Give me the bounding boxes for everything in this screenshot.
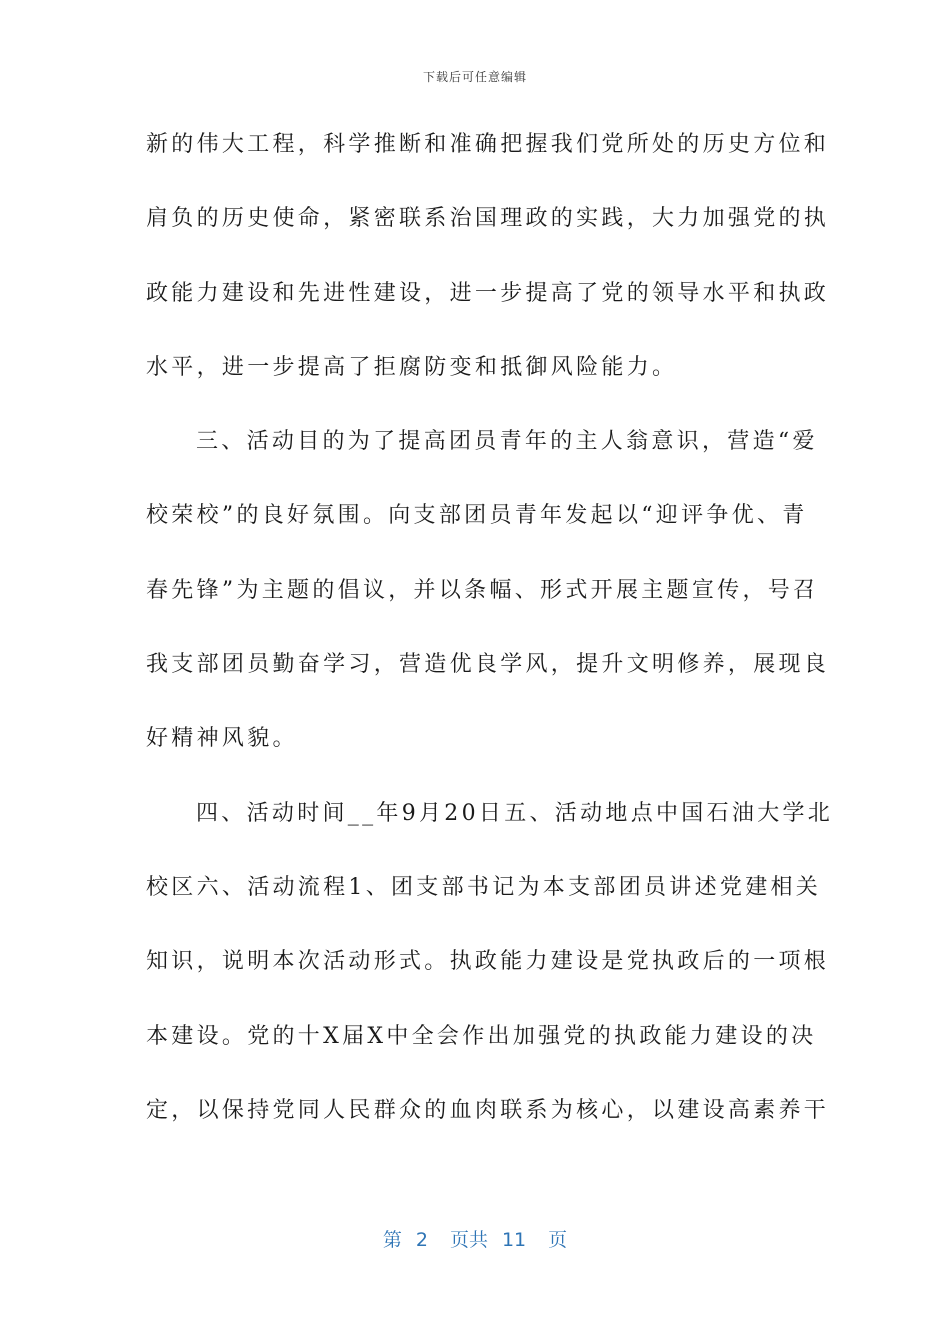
paragraph-2-line-2: 校荣校”的良好氛围。向支部团员青年发起以“迎评争优、青 bbox=[146, 503, 808, 529]
footer-label-total: 页共 bbox=[449, 1229, 488, 1251]
footer-label-end: 页 bbox=[548, 1229, 568, 1251]
paragraph-1-line-3: 政能力建设和先进性建设，进一步提高了党的领导水平和执政 bbox=[146, 280, 830, 306]
footer-total-pages: 11 bbox=[501, 1229, 527, 1251]
paragraph-2-line-3: 春先锋”为主题的倡议，并以条幅、形式开展主题宣传，号召 bbox=[146, 577, 819, 603]
paragraph-2-line-5: 好精神风貌。 bbox=[146, 726, 298, 752]
paragraph-3-line-2: 校区六、活动流程1、团支部书记为本支部团员讲述党建相关 bbox=[146, 874, 822, 900]
paragraph-1-line-1: 新的伟大工程，科学推断和准确把握我们党所处的历史方位和 bbox=[146, 132, 830, 157]
paragraph-3-line-3: 知识，说明本次活动形式。执政能力建设是党执政后的一项根 bbox=[146, 949, 830, 975]
footer-label-page: 第 bbox=[382, 1229, 402, 1251]
paragraph-3-line-5: 定，以保持党同人民群众的血肉联系为核心，以建设高素养干 bbox=[146, 1097, 830, 1123]
paragraph-1-line-4: 水平，进一步提高了拒腐防变和抵御风险能力。 bbox=[146, 354, 678, 380]
paragraph-3-line-1: 四、活动时间__年9月20日五、活动地点中国石油大学北 bbox=[196, 800, 834, 826]
document-body bbox=[146, 122, 834, 1162]
paragraph-3-line-4: 本建设。党的十X届X中全会作出加强党的执政能力建设的决 bbox=[146, 1023, 817, 1049]
paragraph-2-line-1: 三、活动目的为了提高团员青年的主人翁意识，营造“爱 bbox=[196, 429, 818, 455]
paragraph-1-line-2: 肩负的历史使命，紧密联系治国理政的实践，大力加强党的执 bbox=[146, 206, 830, 232]
paragraph-2-line-4: 我支部团员勤奋学习，营造优良学风，提升文明修养，展现良 bbox=[146, 652, 830, 678]
page-footer bbox=[0, 1225, 950, 1252]
download-note: 下载后可任意编辑 bbox=[422, 70, 527, 84]
footer-current-page: 2 bbox=[415, 1229, 428, 1251]
